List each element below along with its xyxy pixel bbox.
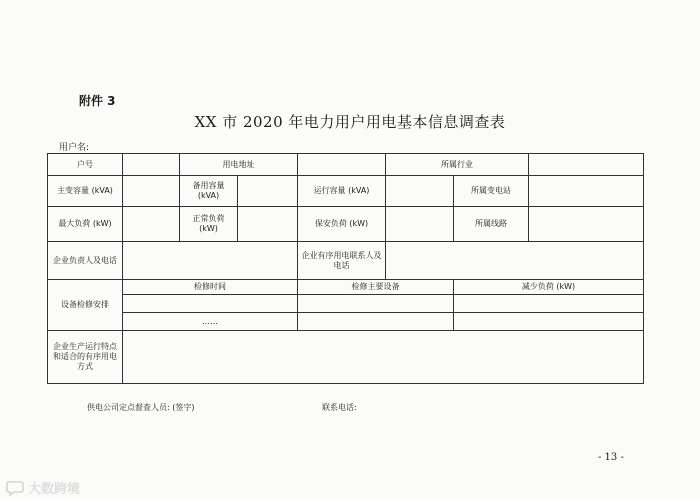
backup-capacity-value (238, 176, 298, 207)
table-row (48, 313, 644, 331)
orderly-contact-label: 企业有序用电联系人及电话 (298, 242, 386, 280)
backup-capacity-label: 备用容量 (kVA) (180, 176, 238, 207)
maintenance-time-header: 检修时间 (123, 280, 298, 295)
production-features-value (123, 331, 644, 384)
table-row (48, 154, 644, 176)
substation-label: 所属变电站 (454, 176, 529, 207)
main-transformer-capacity-value (123, 176, 180, 207)
maintenance-equipment-header: 检修主要设备 (298, 280, 454, 295)
address-label: 用电地址 (180, 154, 298, 176)
line-value (529, 207, 644, 242)
maintenance-schedule-label: 设备检修安排 (48, 280, 123, 331)
contact-phone-label: 联系电话: (322, 403, 357, 412)
maintenance-equipment-cell (298, 295, 454, 313)
table-row (48, 331, 644, 384)
page-number: - 13 - (598, 452, 624, 463)
enterprise-contact-value (123, 242, 298, 280)
max-load-value (123, 207, 180, 242)
account-no-label: 户号 (48, 154, 123, 176)
survey-table (47, 153, 644, 384)
maintenance-time-cell (123, 295, 298, 313)
table-row (48, 176, 644, 207)
reduced-load-header: 减少负荷 (kW) (454, 280, 644, 295)
account-no-value (123, 154, 180, 176)
attachment-label: 附件 3 (79, 94, 116, 108)
production-features-label: 企业生产运行特点和适合的有序用电方式 (48, 331, 123, 384)
operating-capacity-label: 运行容量 (kVA) (298, 176, 386, 207)
watermark (6, 478, 80, 497)
watermark-text: 大数跨境 (28, 482, 81, 497)
reduced-load-cell (454, 313, 644, 331)
table-row (48, 295, 644, 313)
line-label: 所属线路 (454, 207, 529, 242)
chat-bubble-logo-icon (6, 480, 24, 496)
user-name-label: 用户名: (59, 143, 90, 153)
operating-capacity-value (386, 176, 454, 207)
industry-value (529, 154, 644, 176)
max-load-label: 最大负荷 (kW) (48, 207, 123, 242)
table-row (48, 280, 644, 295)
enterprise-contact-label: 企业负责人及电话 (48, 242, 123, 280)
security-load-value (386, 207, 454, 242)
security-load-label: 保安负荷 (kW) (298, 207, 386, 242)
maintenance-equipment-cell (298, 313, 454, 331)
supervisor-signature-label: 供电公司定点督查人员: (签字) (87, 403, 195, 412)
main-transformer-capacity-label: 主变容量 (kVA) (48, 176, 123, 207)
reduced-load-cell (454, 295, 644, 313)
substation-value (529, 176, 644, 207)
orderly-contact-value (386, 242, 644, 280)
page-title: XX 市 2020 年电力用户用电基本信息调查表 (194, 113, 506, 131)
address-value (298, 154, 386, 176)
industry-label: 所属行业 (386, 154, 529, 176)
normal-load-label: 正常负荷 (kW) (180, 207, 238, 242)
table-row (48, 242, 644, 280)
maintenance-ellipsis: …… (123, 313, 298, 331)
table-row (48, 207, 644, 242)
normal-load-value (238, 207, 298, 242)
